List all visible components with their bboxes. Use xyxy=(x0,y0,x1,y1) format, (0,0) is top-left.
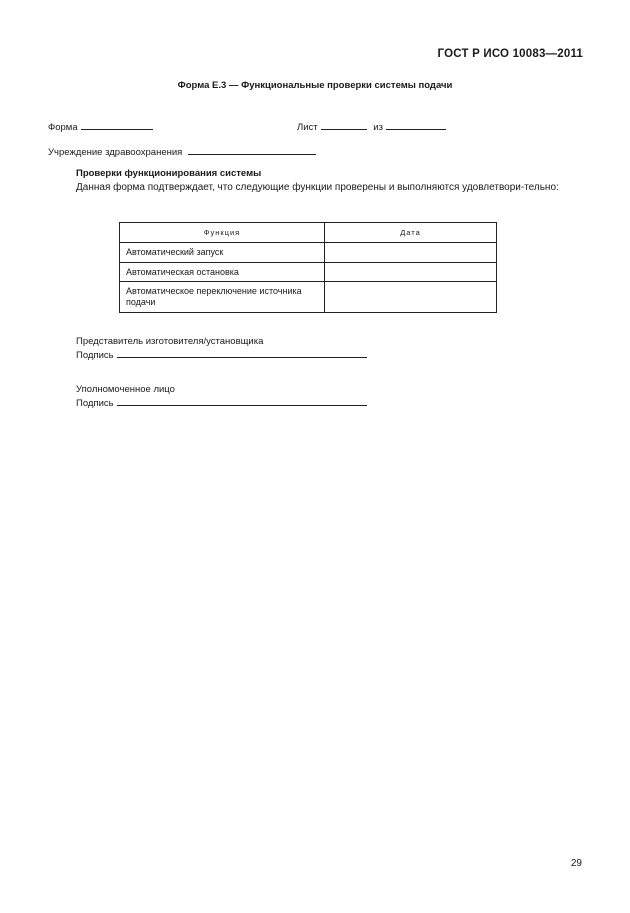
institution-field xyxy=(48,145,316,158)
date-cell[interactable] xyxy=(325,243,497,263)
table-header-row xyxy=(120,223,497,243)
of-input-line[interactable] xyxy=(386,120,446,130)
section-title: Проверки функционирования системы xyxy=(76,168,262,179)
form-field xyxy=(48,120,153,133)
function-cell: Автоматическое переключение источника подачи xyxy=(120,282,325,313)
section-text: Данная форма подтверждает, что следующие функции проверены и выполняются удовлетвори-тельно: xyxy=(76,182,559,193)
installer-sign-label: Подпись xyxy=(76,350,114,361)
institution-label: Учреждение здравоохранения xyxy=(48,147,183,158)
sheet-input-line[interactable] xyxy=(321,120,367,130)
form-title: Форма Е.3 — Функциональные проверки системы подачи xyxy=(177,80,453,91)
installer-signature-field xyxy=(76,348,367,361)
document-header: ГОСТ Р ИСО 10083—2011 xyxy=(437,48,583,60)
sheet-label: Лист xyxy=(297,122,318,133)
sheet-field xyxy=(297,120,446,133)
authorized-signature-field xyxy=(76,396,367,409)
table-row xyxy=(120,243,497,263)
institution-input-line[interactable] xyxy=(188,145,316,155)
table-row xyxy=(120,282,497,313)
header-date: Дата xyxy=(325,223,497,243)
function-cell: Автоматический запуск xyxy=(120,243,325,263)
checks-table xyxy=(119,222,497,313)
header-function: Функция xyxy=(120,223,325,243)
authorized-signature-line[interactable] xyxy=(117,396,367,406)
form-label: Форма xyxy=(48,122,78,133)
authorized-label: Уполномоченное лицо xyxy=(76,384,175,395)
installer-signature-line[interactable] xyxy=(117,348,367,358)
of-label: из xyxy=(373,122,383,133)
table-row xyxy=(120,263,497,282)
function-cell: Автоматическая остановка xyxy=(120,263,325,282)
form-input-line[interactable] xyxy=(81,120,153,130)
date-cell[interactable] xyxy=(325,282,497,313)
installer-label: Представитель изготовителя/установщика xyxy=(76,336,264,347)
page-number: 29 xyxy=(570,858,582,869)
date-cell[interactable] xyxy=(325,263,497,282)
authorized-sign-label: Подпись xyxy=(76,398,114,409)
